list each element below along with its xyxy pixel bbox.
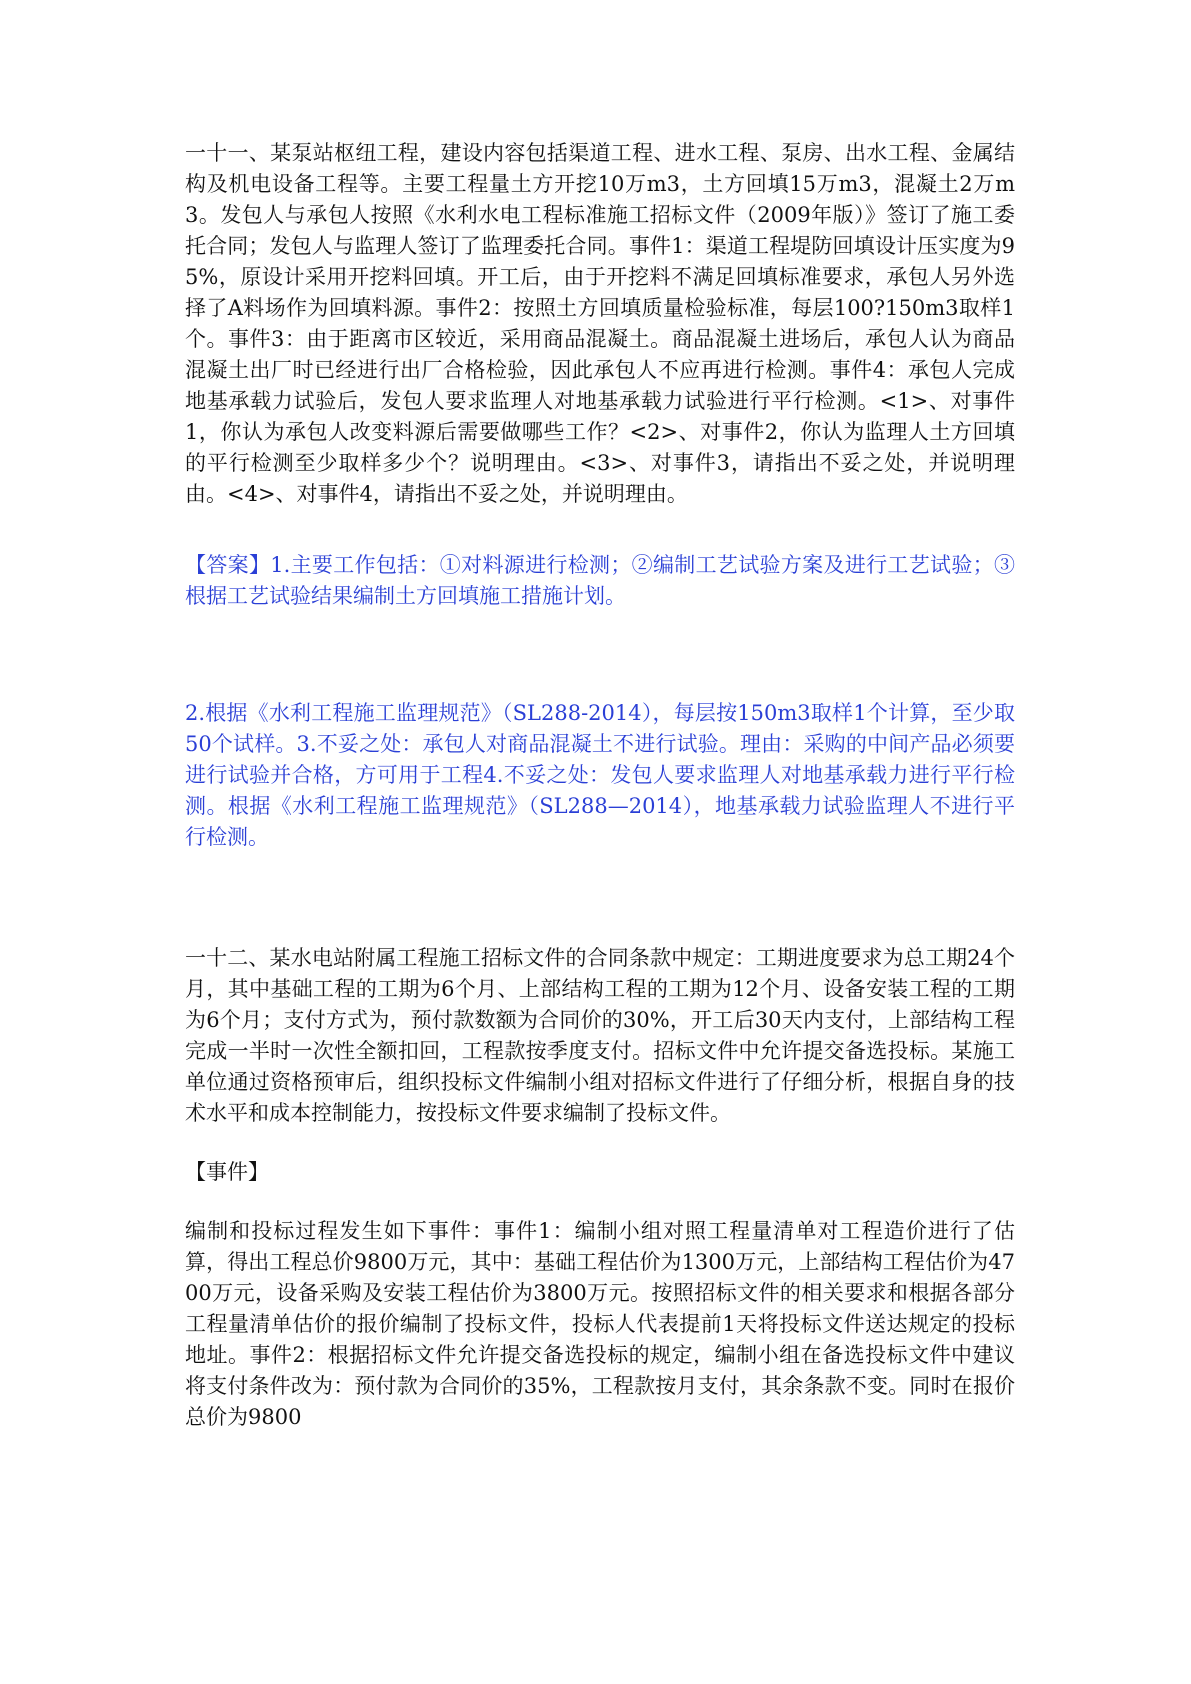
spacer xyxy=(185,612,1015,698)
answer-11-part1: 【答案】1.主要工作包括：①对料源进行检测；②编制工艺试验方案及进行工艺试验；③根据工艺试验结果编制土方回填施工措施计划。 xyxy=(185,553,1015,608)
spacer xyxy=(185,1129,1015,1157)
spacer xyxy=(185,1188,1015,1216)
spacer xyxy=(185,853,1015,943)
question-12-text: 一十二、某水电站附属工程施工招标文件的合同条款中规定：工期进度要求为总工期24个月，其中基础工程的工期为6个月、上部结构工程的工期为12个月、设备安装工程的工期为6个月；支付方式为，预付款数额为合同价的30%，开工后30天内支付，上部结构工程完成一半时一次性全额扣回，工程款按季度支付。招标文件中允许提交备选投标。某施工单位通过资格预审后，组织投标文件编制小组对招标文件进行了仔细分析，根据自身的技术水平和成本控制能力，按投标文件要求编制了投标文件。 xyxy=(185,946,1015,1125)
question-12-events: 编制和投标过程发生如下事件：事件1：编制小组对照工程量清单对工程造价进行了估算，得出工程总价9800万元，其中：基础工程估价为1300万元，上部结构工程估价为4700万元，设备采购及安装工程估价为3800万元。按照招标文件的相关要求和根据各部分工程量清单估价的报价编制了投标文件，投标人代表提前1天将投标文件送达规定的投标地址。事件2：根据招标文件允许提交备选投标的规定，编制小组在备选投标文件中建议将支付条件改为：预付款为合同价的35%，工程款按月支付，其余条款不变。同时在报价总价为9800 xyxy=(185,1219,1015,1429)
question-11-text: 一十一、某泵站枢纽工程，建设内容包括渠道工程、进水工程、泵房、出水工程、金属结构及机电设备工程等。主要工程量土方开挖10万m3，土方回填15万m3，混凝土2万m3。发包人与承包人按照《水利水电工程标准施工招标文件（2009年版）》签订了施工委托合同；发包人与监理人签订了监理委托合同。事件1：渠道工程堤防回填设计压实度为95%，原设计采用开挖料回填。开工后，由于开挖料不满足回填标准要求，承包人另外选择了A料场作为回填料源。事件2：按照土方回填质量检验标准，每层100?150m3取样1个。事件3：由于距离市区较近，采用商品混凝土。商品混凝土进场后，承包人认为商品混凝土出厂时已经进行出厂合格检验，因此承包人不应再进行检测。事件4：承包人完成地基承载力试验后，发包人要求监理人对地基承载力试验进行平行检测。<1>、对事件1，你认为承包人改变料源后需要做哪些工作？<2>、对事件2，你认为监理人土方回填的平行检测至少取样多少个？说明理由。<3>、对事件3，请指出不妥之处，并说明理由。<4>、对事件4，请指出不妥之处，并说明理由。 xyxy=(185,141,1015,506)
answer-11-part2: 2.根据《水利工程施工监理规范》（SL288-2014），每层按150m3取样1个计算，至少取50个试样。3.不妥之处：承包人对商品混凝土不进行试验。理由：采购的中间产品必须要进行试验并合格，方可用于工程4.不妥之处：发包人要求监理人对地基承载力进行平行检测。根据《水利工程施工监理规范》（SL288—2014），地基承载力试验监理人不进行平行检测。 xyxy=(185,701,1015,849)
event-heading: 【事件】 xyxy=(185,1160,269,1184)
spacer xyxy=(185,510,1015,550)
document-page xyxy=(185,138,1015,1433)
